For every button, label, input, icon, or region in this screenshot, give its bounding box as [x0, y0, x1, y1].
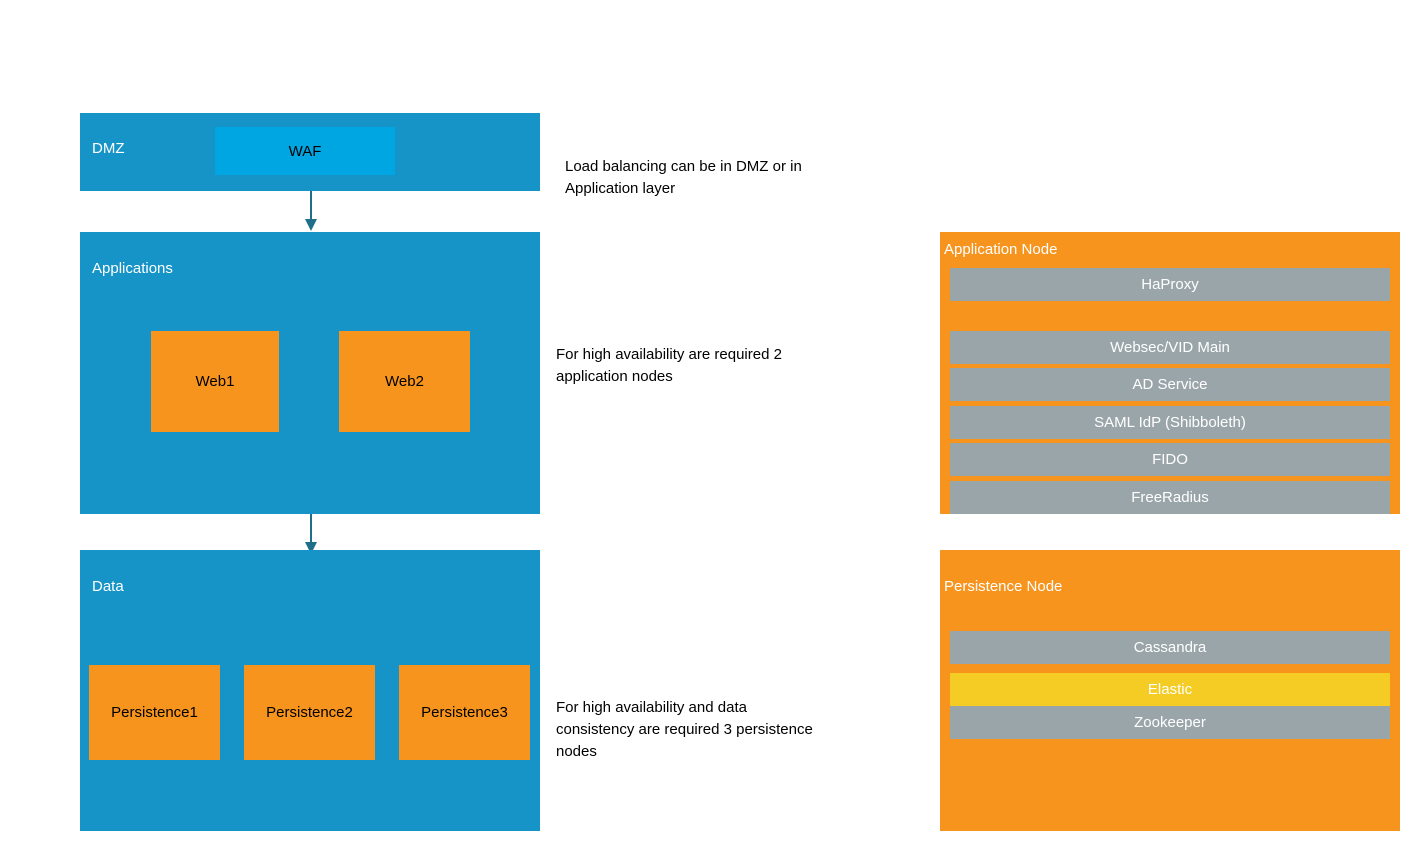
persistence1-box [89, 665, 220, 760]
persistence3-label: Persistence3 [421, 704, 508, 721]
component-cassandra-label: Cassandra [1133, 639, 1207, 656]
component-zookeeper [950, 706, 1390, 739]
zone-dmz-label: DMZ [92, 140, 125, 157]
note-applications: For high availability are required 2 application nodes [556, 346, 782, 385]
persistence2-label: Persistence2 [266, 704, 353, 721]
waf-label: WAF [288, 142, 322, 160]
component-haproxy [950, 268, 1390, 301]
component-ad-service [950, 368, 1390, 401]
waf-box [215, 127, 395, 175]
component-fido [950, 443, 1390, 476]
note-data: For high availability and data consistency are required 3 persistence nodes [556, 699, 813, 760]
component-elastic-label: Elastic [1147, 681, 1193, 698]
component-fido-label: FIDO [1152, 451, 1188, 468]
component-zookeeper-label: Zookeeper [1134, 714, 1206, 731]
component-ad-service-label: AD Service [1132, 376, 1208, 393]
note-dmz: Load balancing can be in DMZ or in Application layer [565, 158, 802, 197]
component-freeradius-label: FreeRadius [1131, 489, 1209, 506]
persistence3-box [399, 665, 530, 760]
zone-data-label: Data [92, 578, 124, 595]
web1-label: Web1 [195, 373, 235, 390]
component-haproxy-label: HaProxy [1141, 276, 1199, 293]
component-cassandra [950, 631, 1390, 664]
web2-label: Web2 [385, 373, 424, 390]
web1-box [151, 331, 279, 432]
web2-box [339, 331, 470, 432]
component-saml-idp [950, 406, 1390, 439]
component-websec-vid-main-label: Websec/VID Main [1110, 339, 1230, 356]
component-elastic [950, 673, 1390, 706]
application-node-label: Application Node [944, 241, 1058, 258]
persistence2-box [244, 665, 375, 760]
component-websec-vid-main [950, 331, 1390, 364]
zone-applications-label: Applications [92, 260, 173, 277]
component-freeradius [950, 481, 1390, 514]
connector-dmz-to-applications [303, 191, 319, 233]
persistence1-label: Persistence1 [111, 704, 198, 721]
persistence-node-label: Persistence Node [944, 578, 1063, 595]
component-saml-idp-label: SAML IdP (Shibboleth) [1094, 414, 1246, 431]
